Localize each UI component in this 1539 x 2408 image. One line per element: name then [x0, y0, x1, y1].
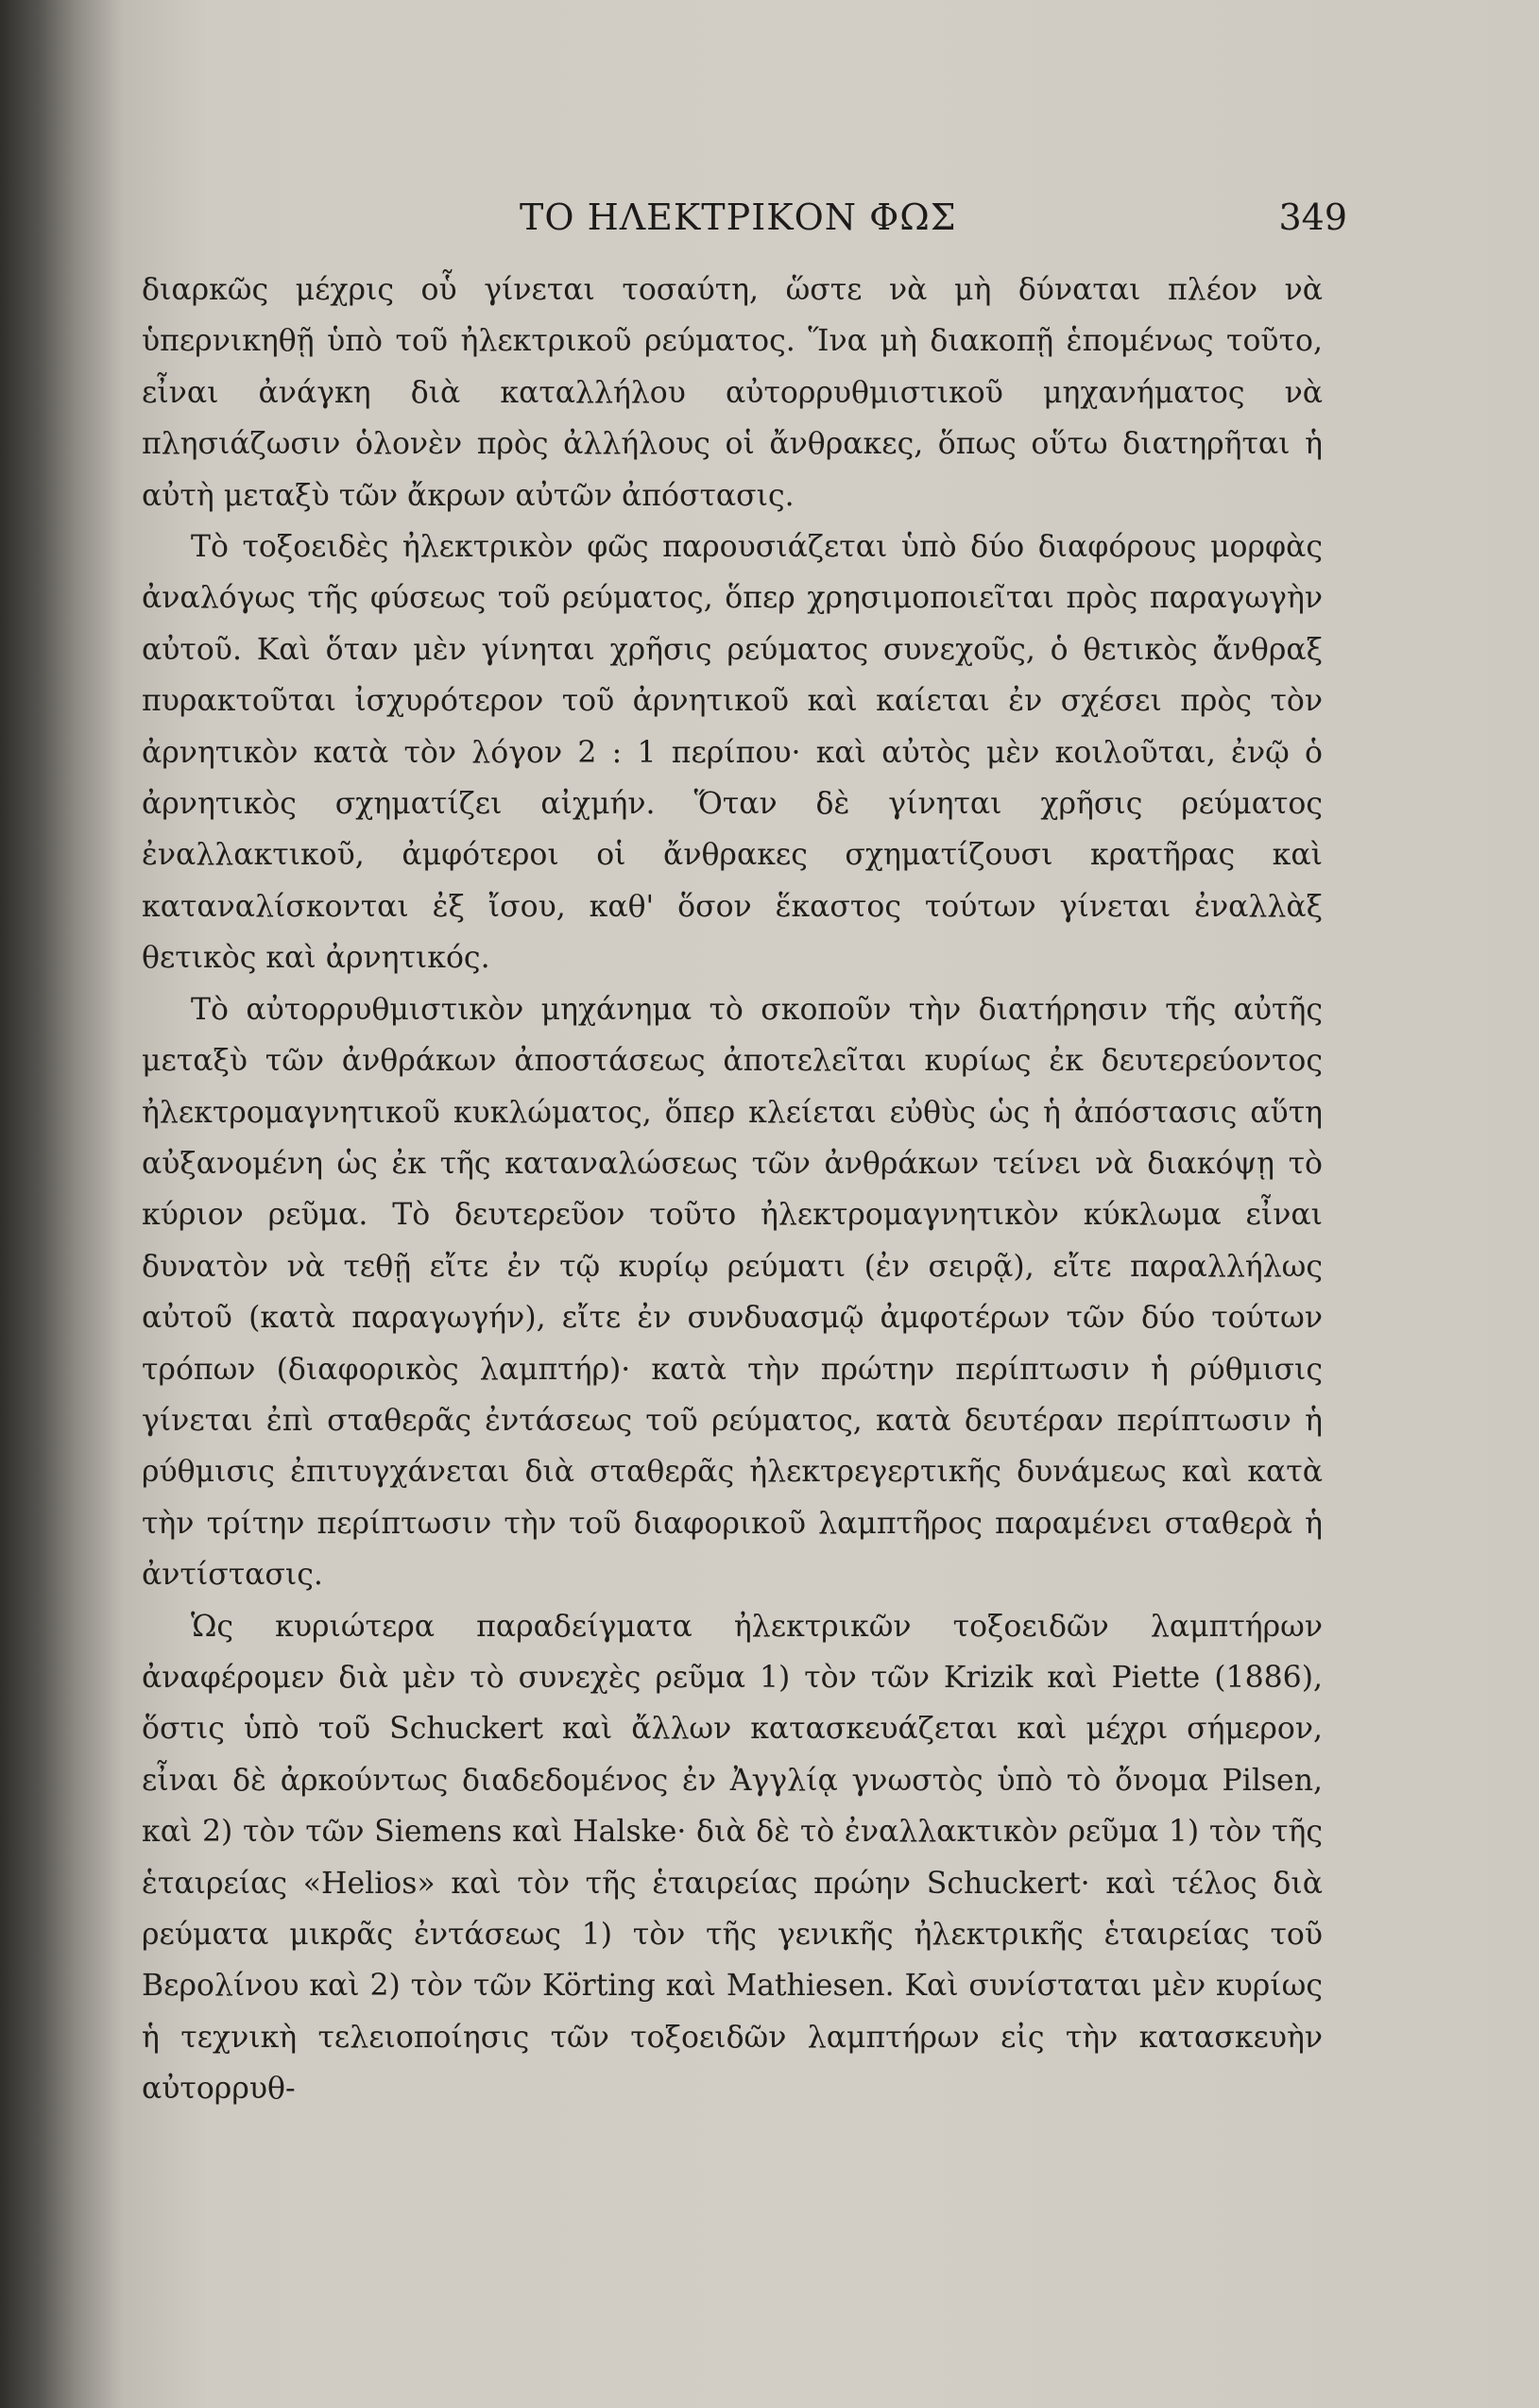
paragraph-lamp-examples: Ὡς κυριώτερα παραδείγματα ἠλεκτρικῶν τοξοειδῶν λαμπτήρων ἀναφέρομεν διὰ μὲν τὸ συνεχὲς ρεῦμα 1) τὸν τῶν Krizik καὶ Piette (1886), ὅστις ὑπὸ τοῦ Schuckert καὶ ἄλλων κατασκευάζεται καὶ μέχρι σήμερον, εἶναι δὲ ἀρκούντως διαδεδομένος ἐν Ἀγγλίᾳ γνωστὸς ὑπὸ τὸ ὄνομα Pilsen, καὶ 2) τὸν τῶν Siemens καὶ Halske· διὰ δὲ τὸ ἐναλλακτικὸν ρεῦμα 1) τὸν τῆς ἑταιρείας «Helios» καὶ τὸν τῆς ἑταιρείας πρώην Schuckert· καὶ τέλος διὰ ρεύματα μικρᾶς ἐντάσεως 1) τὸν τῆς γενικῆς ἠλεκτρικῆς ἑταιρείας τοῦ Βερολίνου καὶ 2) τὸν τῶν Körting καὶ Mathiesen. Καὶ συνίσταται μὲν κυρίως ἡ τεχνικὴ τελειοποίησις τῶν τοξοειδῶν λαμπτήρων εἰς τὴν κατασκευὴν αὐτορρυθ- — [142, 1609, 1323, 2107]
running-header — [142, 196, 1347, 244]
paragraph-arc-light-forms: Τὸ τοξοειδὲς ἠλεκτρικὸν φῶς παρουσιάζεται ὑπὸ δύο διαφόρους μορφὰς ἀναλόγως τῆς φύσεως τοῦ ρεύματος, ὅπερ χρησιμοποιεῖται πρὸς παραγωγὴν αὐτοῦ. Καὶ ὅταν μὲν γίνηται χρῆσις ρεύματος συνεχοῦς, ὁ θετικὸς ἄνθραξ πυρακτοῦται ἰσχυρότερον τοῦ ἀρνητικοῦ καὶ καίεται ἐν σχέσει πρὸς τὸν ἀρνητικὸν κατὰ τὸν λόγον 2 : 1 περίπου· καὶ αὐτὸς μὲν κοιλοῦται, ἐνῷ ὁ ἀρνητικὸς σχηματίζει αἰχμήν. Ὅταν δὲ γίνηται χρῆσις ρεύματος ἐναλλακτικοῦ, ἀμφότεροι οἱ ἄνθρακες σχηματίζουσι κρατῆρας καὶ καταναλίσκονται ἐξ ἴσου, καθ' ὅσον ἕκαστος τούτων γίνεται ἐναλλὰξ θετικὸς καὶ ἀρνητικός. — [142, 530, 1323, 976]
paragraph-continuation: διαρκῶς μέχρις οὗ γίνεται τοσαύτη, ὥστε νὰ μὴ δύναται πλέον νὰ ὑπερνικηθῇ ὑπὸ τοῦ ἠλεκτρικοῦ ρεύματος. Ἵνα μὴ διακοπῇ ἑπομένως τοῦτο, εἶναι ἀνάγκη διὰ καταλλήλου αὐτορρυθμιστικοῦ μηχανήματος νὰ πλησιάζωσιν ὁλονὲν πρὸς ἀλλήλους οἱ ἄνθρακες, ὅπως οὕτω διατηρῆται ἡ αὐτὴ μεταξὺ τῶν ἄκρων αὐτῶν ἀπόστασις. — [142, 273, 1323, 513]
running-title: ΤΟ ΗΛΕΚΤΡΙΚΟΝ ΦΩΣ — [520, 196, 957, 238]
paragraph-regulator-mechanism: Τὸ αὐτορρυθμιστικὸν μηχάνημα τὸ σκοποῦν τὴν διατήρησιν τῆς αὐτῆς μεταξὺ τῶν ἀνθράκων ἀποστάσεως ἀποτελεῖται κυρίως ἐκ δευτερεύοντος ἠλεκτρομαγνητικοῦ κυκλώματος, ὅπερ κλείεται εὐθὺς ὡς ἡ ἀπόστασις αὕτη αὐξανομένη ὡς ἐκ τῆς καταναλώσεως τῶν ἀνθράκων τείνει νὰ διακόψῃ τὸ κύριον ρεῦμα. Τὸ δευτερεῦον τοῦτο ἠλεκτρομαγνητικὸν κύκλωμα εἶναι δυνατὸν νὰ τεθῇ εἴτε ἐν τῷ κυρίῳ ρεύματι (ἐν σειρᾷ), εἴτε παραλλήλως αὐτοῦ (κατὰ παραγωγήν), εἴτε ἐν συνδυασμῷ ἀμφοτέρων τῶν δύο τούτων τρόπων (διαφορικὸς λαμπτήρ)· κατὰ τὴν πρώτην περίπτωσιν ἡ ρύθμισις γίνεται ἐπὶ σταθερᾶς ἐντάσεως τοῦ ρεύματος, κατὰ δευτέραν περίπτωσιν ἡ ρύθμισις ἐπιτυγχάνεται διὰ σταθερᾶς ἠλεκτρεγερτικῆς δυνάμεως καὶ κατὰ τὴν τρίτην περίπτωσιν τὴν τοῦ διαφορικοῦ λαμπτῆρος παραμένει σταθερὰ ἡ ἀντίστασις. — [142, 992, 1323, 1593]
book-page — [142, 170, 1347, 2267]
page-number: 349 — [1278, 196, 1347, 238]
page-body — [142, 265, 1323, 2115]
